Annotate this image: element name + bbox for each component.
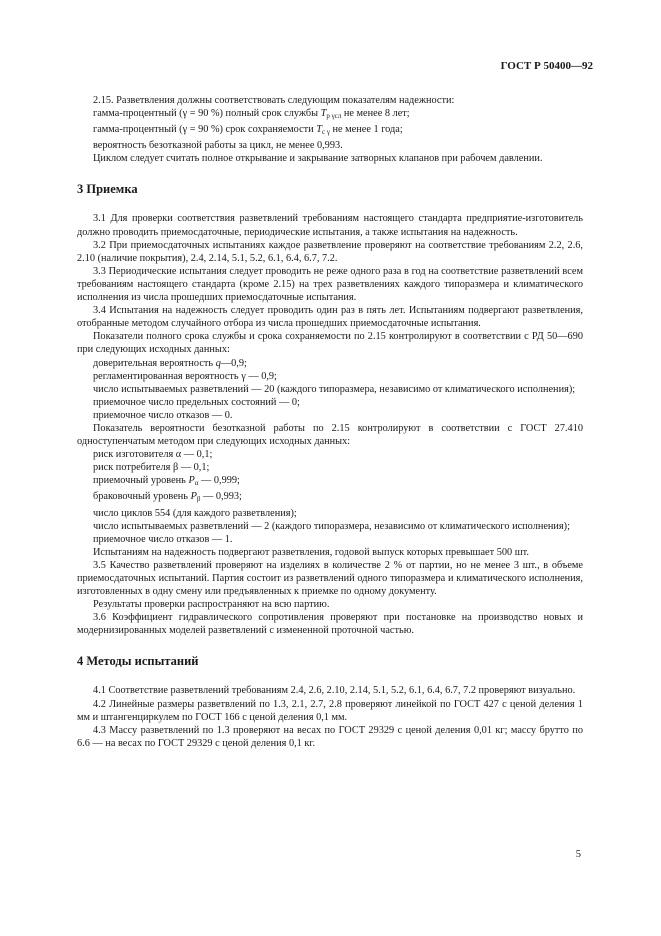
list-item: приемочное число предельных состояний — 0; — [93, 396, 300, 408]
paragraph-3-2: 3.2 При приемосдаточных испытаниях каждое разветвление проверяют на соответствие требованиям 2.2, 2.6, 2.10 (наличие покрытия), 2.4, 2.14, 5.1, 5.2, 6.1, 6.4, 6.7, 7.2. — [77, 239, 583, 264]
reliability-line-service-life: гамма-процентный (γ = 90 %) полный срок службы $T_{р \gamma сл}$ не менее 8 лет; — [93, 108, 410, 121]
paragraph-3-1: 3.1 Для проверки соответствия разветвлений требованиям настоящего стандарта предприятие-изготовитель должно проводить приемосдаточные, периодические испытания, а также испытания на надежность. — [77, 213, 583, 238]
list-item: приемочное число отказов — 0. — [93, 409, 233, 421]
cycle-definition: Циклом следует считать полное открывание и закрывание затворных клапанов при рабочем давлении. — [93, 153, 543, 165]
paragraph-3-5-results: Результаты проверки распространяют на всю партию. — [93, 599, 330, 611]
list-item: приемочное число отказов — 1. — [93, 533, 233, 545]
section-heading-test-methods: 4 Методы испытаний — [77, 654, 199, 669]
paragraph-4-3: 4.3 Массу разветвлений по 1.3 проверяют на весах по ГОСТ 29329 с ценой деления 0,01 кг; массу брутто по 6.6 — на весах по ГОСТ 29329 с ценой деления 0,1 кг. — [77, 724, 583, 749]
page-header: ГОСТ Р 50400—92 — [500, 60, 593, 72]
list-item: риск изготовителя α — 0,1; — [93, 449, 213, 461]
reliability-line-probability: вероятность безотказной работы за цикл, не менее 0,993. — [93, 140, 343, 152]
paragraph-4-1: 4.1 Соответствие разветвлений требованиям 2.4, 2.6, 2.10, 2.14, 5.1, 5.2, 6.1, 6.4, 6.7, 7.2 проверяют визуально. — [93, 685, 576, 697]
list-item: число циклов 554 (для каждого разветвления); — [93, 507, 297, 519]
paragraph-3-4-service-life: Показатели полного срока службы и срока сохраняемости по 2.15 контролируют в соответствии с РД 50—690 при следующих исходных данных: — [77, 331, 583, 356]
list-item: регламентированная вероятность γ — 0,9; — [93, 370, 277, 382]
list-item: число испытываемых разветвлений — 20 (каждого типоразмера, независимо от климатического исполнения); — [93, 383, 576, 395]
paragraph-3-4-probability: Показатель вероятности безотказной работы по 2.15 контролируют в соответствии с ГОСТ 27.410 одноступенчатым методом при следующих исходных данных: — [77, 422, 583, 448]
list-item: число испытываемых разветвлений — 2 (каждого типоразмера, независимо от климатического исполнения); — [93, 520, 570, 532]
paragraph-3-4: 3.4 Испытания на надежность следует проводить один раз в пять лет. Испытаниям подвергают разветвления, отобранные методом случайного отбора из числа прошедших приемосдаточные испытания. — [77, 305, 583, 330]
paragraph-3-5: 3.5 Качество разветвлений проверяют на изделиях в количестве 2 % от партии, но не менее 3 шт., в объеме приемосдаточных испытаний. Партия состоит из разветвлений одного типоразмера и климатического исполнения, изготовленных в одну смену или предъявленных к приемке по одному документу. — [77, 559, 583, 598]
page-number: 5 — [575, 849, 581, 860]
list-item: приемочный уровень $P_\alpha$ — 0,999; — [93, 475, 240, 488]
reliability-line-storage-life: гамма-процентный (γ = 90 %) срок сохраняемости $T_{с \gamma}$ не менее 1 года; — [93, 124, 403, 137]
section-heading-acceptance: 3 Приемка — [77, 182, 138, 197]
document-body — [77, 94, 583, 750]
list-item: браковочный уровень $P_\beta$ — 0,993; — [93, 491, 242, 504]
list-item: риск потребителя β — 0,1; — [93, 462, 210, 474]
paragraph-3-4-annual-output: Испытаниям на надежность подвергают разветвления, годовой выпуск которых превышает 500 шт. — [93, 546, 529, 558]
paragraph-2-15: 2.15. Разветвления должны соответствовать следующим показателям надежности: — [93, 95, 455, 106]
list-item: доверительная вероятность q—0,9; — [93, 357, 247, 369]
paragraph-4-2: 4.2 Линейные размеры разветвлений по 1.3, 2.1, 2.7, 2.8 проверяют линейкой по ГОСТ 427 с ценой деления 1 мм и штангенциркулем по ГОСТ 166 с ценой деления 0,1 мм. — [77, 698, 583, 723]
paragraph-3-6: 3.6 Коэффициент гидравлического сопротивления проверяют при постановке на производство новых и модернизированных моделей разветвлений с измененной проточной частью. — [77, 612, 583, 637]
paragraph-3-3: 3.3 Периодические испытания следует проводить не реже одного раза в год на соответствие разветвлений всем требованиям настоящего стандарта (кроме 2.15) на трех разветвлениях каждого типоразмера и климатического исполнения из числа прошедших приемосдаточные испытания. — [77, 265, 583, 304]
